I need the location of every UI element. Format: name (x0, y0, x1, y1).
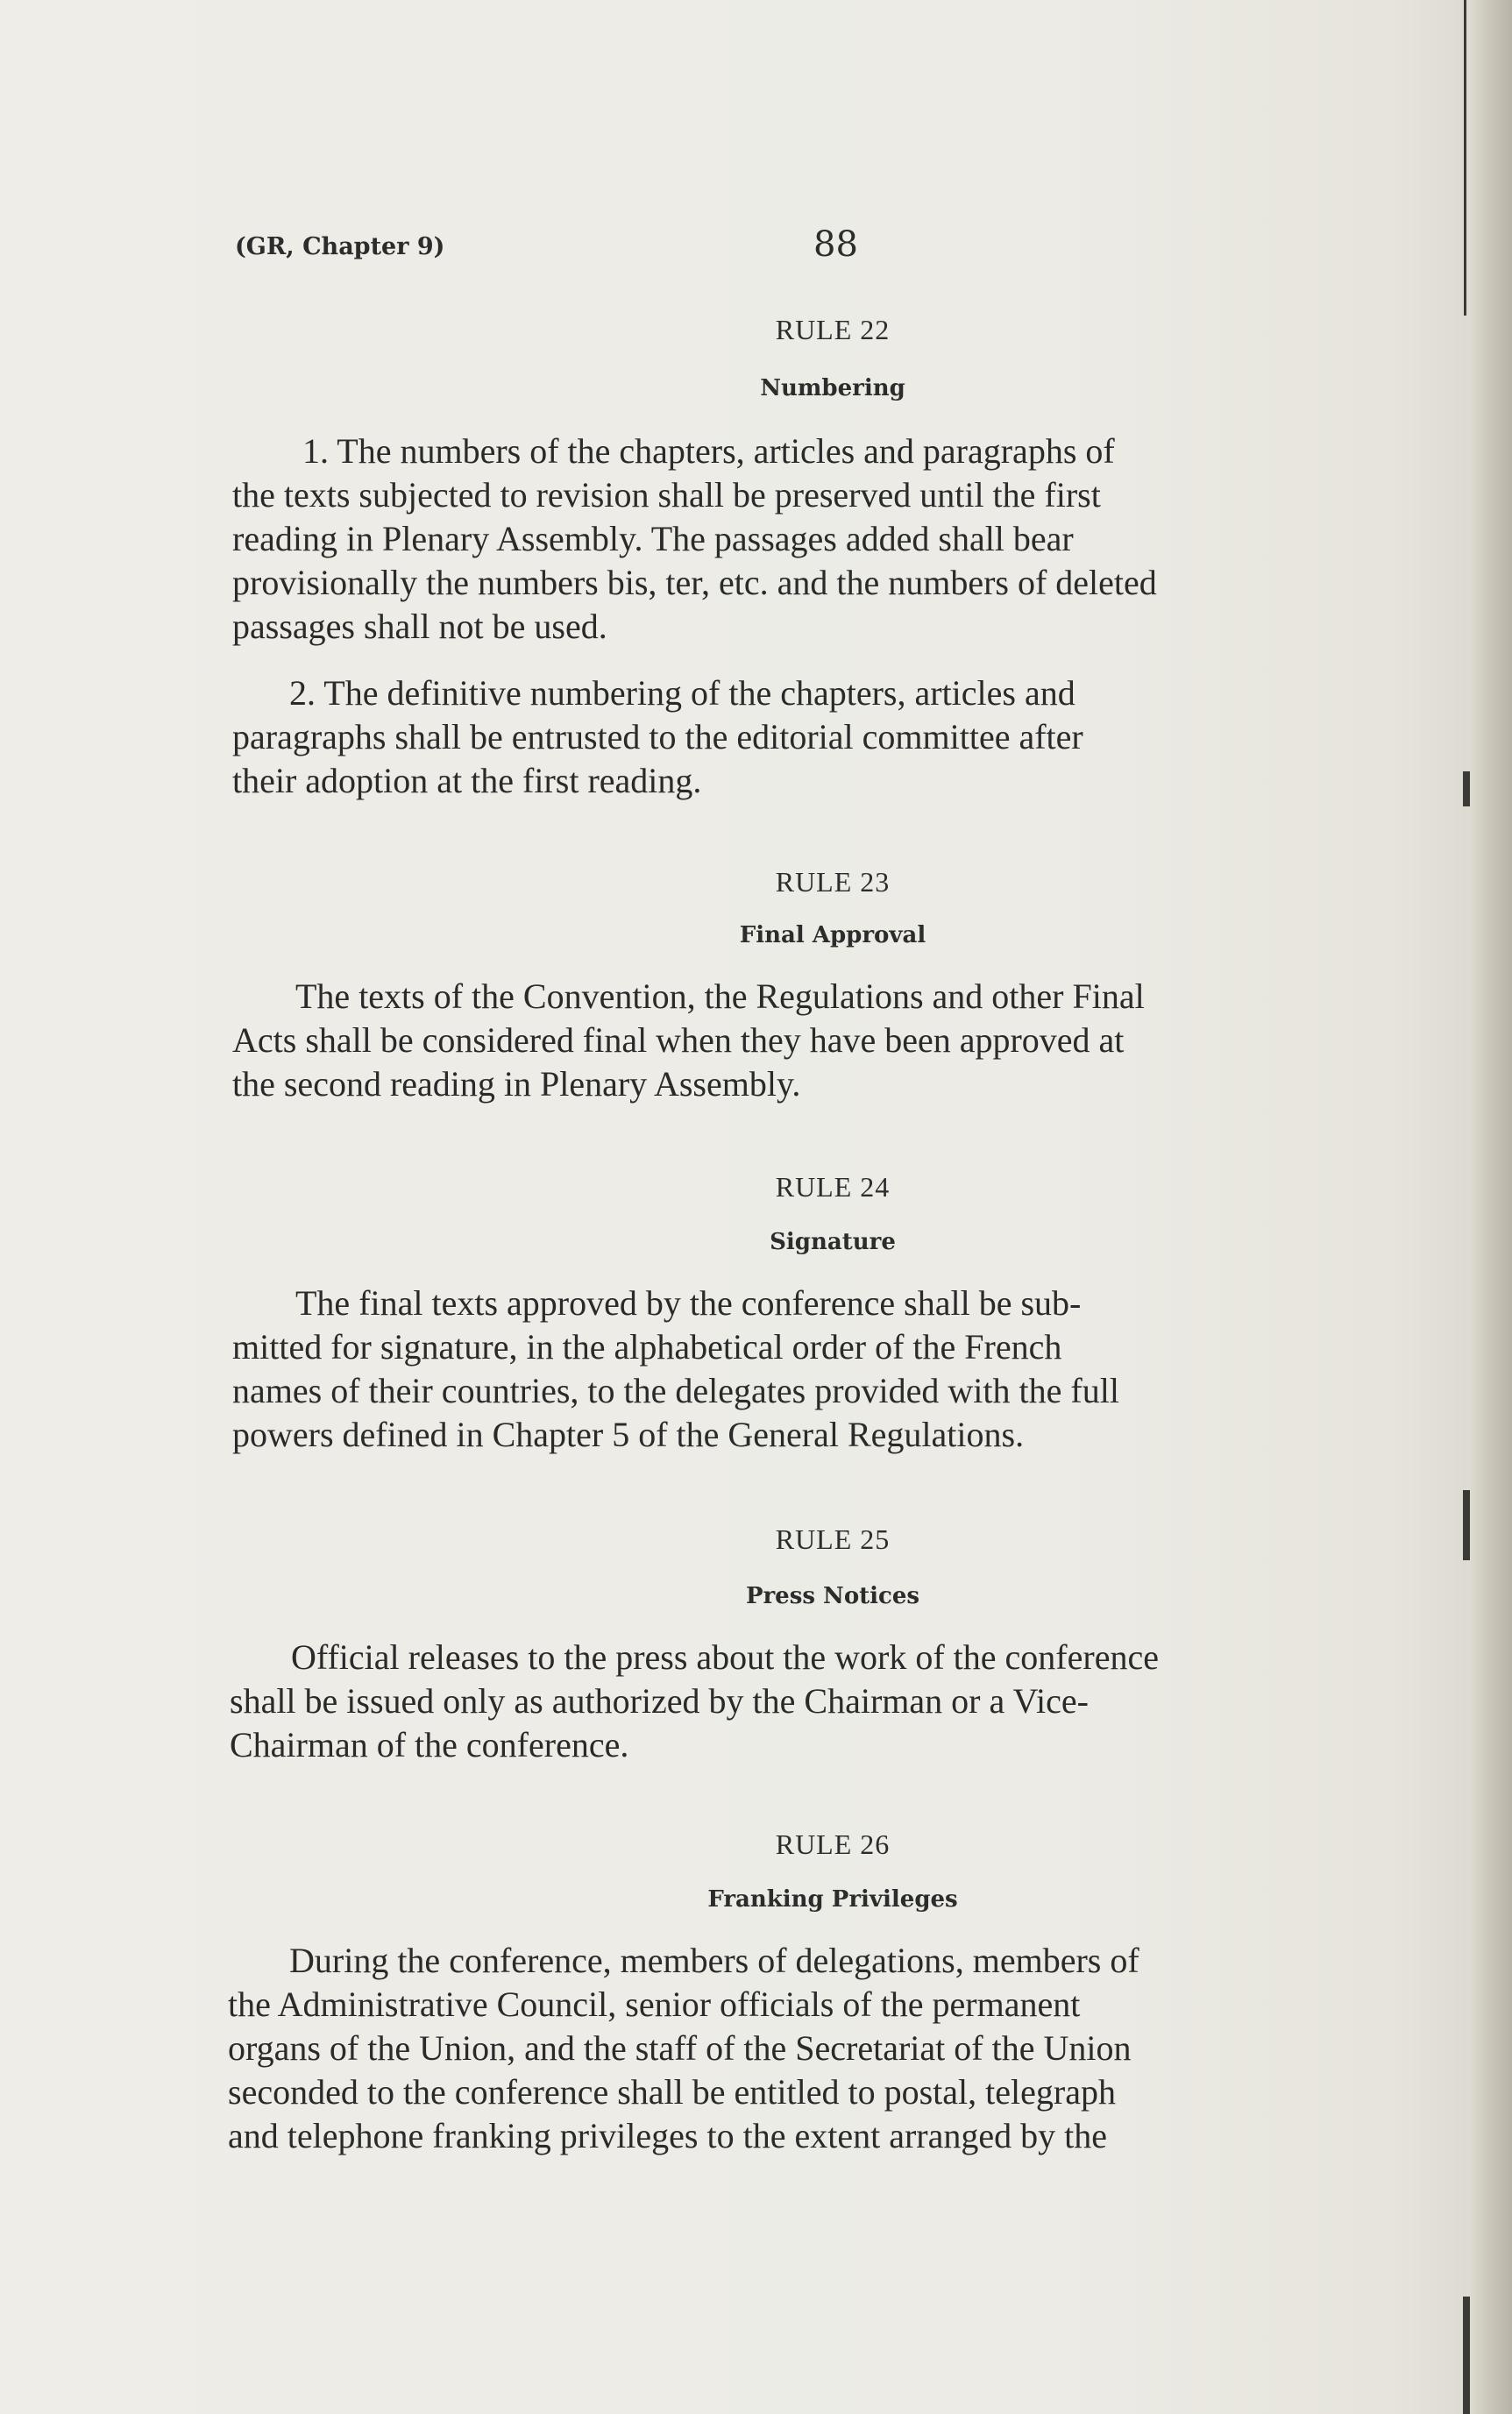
rule-heading: RULE 22 (775, 314, 891, 345)
text-line: The texts of the Convention, the Regulations and other Final (295, 976, 1145, 1016)
text-line: provisionally the numbers bis, ter, etc. and the numbers of deleted (232, 563, 1157, 602)
rule-paragraph (232, 975, 1367, 1106)
text-line: Acts shall be considered final when they have been approved at (232, 1020, 1125, 1060)
text-line: paragraphs shall be entrusted to the editorial committee after (232, 717, 1083, 756)
rule-paragraph (232, 430, 1367, 649)
rule-title: Numbering (760, 375, 905, 401)
text-line: passages shall not be used. (232, 607, 607, 646)
text-line: and telephone franking privileges to the extent arranged by the (228, 2116, 1107, 2155)
text-line: shall be issued only as authorized by the Chairman or a Vice- (230, 1681, 1089, 1721)
text-line: reading in Plenary Assembly. The passages added shall bear (232, 519, 1074, 558)
rule-paragraph (228, 1939, 1363, 2158)
page-number: 88 (813, 224, 858, 265)
text-line: Official releases to the press about the work of the conference (291, 1637, 1159, 1677)
rule-title: Franking Privileges (707, 1886, 958, 1913)
rule-paragraph (230, 1636, 1365, 1767)
rule-paragraph (232, 1282, 1367, 1457)
text-line: The final texts approved by the conference shall be sub- (295, 1283, 1082, 1323)
rule-heading: RULE 26 (775, 1828, 891, 1860)
text-line: the texts subjected to revision shall be preserved until the first (232, 475, 1101, 515)
text-line: organs of the Union, and the staff of the Secretariat of the Union (228, 2028, 1132, 2068)
text-line: Chairman of the conference. (230, 1725, 629, 1764)
text-line: their adoption at the first reading. (232, 761, 702, 800)
page-edge-line (1463, 771, 1470, 806)
rule-paragraph (232, 671, 1367, 803)
running-header: (GR, Chapter 9) (235, 233, 445, 260)
rule-title: Press Notices (745, 1583, 920, 1609)
rule-heading: RULE 25 (775, 1523, 891, 1555)
page-edge-line (1463, 2297, 1470, 2414)
rule-title: Signature (770, 1229, 896, 1255)
page-edge-line (1464, 0, 1466, 316)
text-line: 1. The numbers of the chapters, articles and paragraphs of (302, 431, 1115, 471)
page-edge-shadow (1470, 0, 1512, 2414)
text-line: During the conference, members of delegations, members of (289, 1941, 1139, 1980)
text-line: 2. The definitive numbering of the chapters, articles and (289, 673, 1075, 713)
text-line: mitted for signature, in the alphabetical order of the French (232, 1327, 1062, 1367)
text-line: powers defined in Chapter 5 of the General Regulations. (232, 1415, 1025, 1454)
rule-heading: RULE 23 (775, 866, 891, 898)
text-line: names of their countries, to the delegates provided with the full (232, 1371, 1119, 1410)
text-line: the second reading in Plenary Assembly. (232, 1064, 801, 1104)
text-line: seconded to the conference shall be entitled to postal, telegraph (228, 2072, 1116, 2112)
text-line: the Administrative Council, senior officials of the permanent (228, 1984, 1081, 2024)
rule-title: Final Approval (739, 922, 926, 948)
rule-heading: RULE 24 (775, 1171, 891, 1203)
